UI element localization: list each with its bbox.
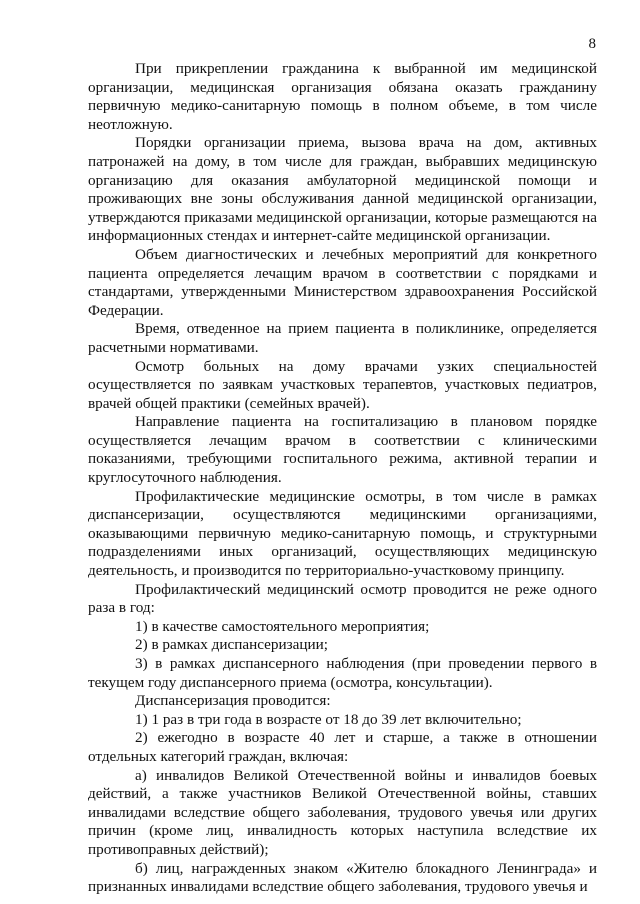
list-item-paragraph: 3) в рамках диспансерного наблюдения (при проведении первого в текущем году диспансерного приема (осмотра, консультации). [88, 655, 597, 691]
body-paragraph: Профилактический медицинский осмотр проводится не реже одного раза в год: [88, 580, 597, 617]
document-body [88, 60, 597, 897]
page-number: 8 [588, 36, 596, 52]
list-item-paragraph: 2) ежегодно в возрасте 40 лет и старше, а также в отношении отдельных категорий граждан, включая: [88, 729, 597, 765]
body-paragraph: Направление пациента на госпитализацию в плановом порядке осуществляется лечащим врачом в соответствии с клиническими показаниями, требующими госпитального режима, активной терапии и круглосуточного наблюдения. [88, 413, 597, 487]
list-item-paragraph: а) инвалидов Великой Отечественной войны и инвалидов боевых действий, а также участников Великой Отечественной войны, ставших инвалидами вследствие общего заболевания, трудового увечья или других причин (кроме лиц, инвалидность которых наступила вследствие их противоправных действий); [88, 766, 597, 858]
list-item-paragraph: 1) в качестве самостоятельного мероприятия; [135, 617, 430, 635]
body-paragraph: Диспансеризация проводится: [135, 692, 331, 710]
list-item-paragraph: б) лиц, награжденных знаком «Жителю блокадного Ленинграда» и признанных инвалидами вследствие общего заболевания, трудового увечья и [88, 859, 597, 896]
body-paragraph: При прикреплении гражданина к выбранной им медицинской организации, медицинская организация обязана оказать гражданину первичную медико-санитарную помощь в полном объеме, в том числе неотложную. [88, 60, 597, 133]
list-item-paragraph: 1) 1 раз в три года в возрасте от 18 до 39 лет включительно; [135, 710, 522, 728]
list-item-paragraph: 2) в рамках диспансеризации; [135, 636, 328, 654]
body-paragraph: Профилактические медицинские осмотры, в том числе в рамках диспансеризации, осуществляются медицинскими организациями, оказывающими первичную медико-санитарную помощь, и структурными подразделениями иных организаций, осуществляющих медицинскую деятельность, и производится по территориально-участковому принципу. [88, 487, 597, 580]
body-paragraph: Порядки организации приема, вызова врача на дом, активных патронажей на дому, в том числе для граждан, выбравших медицинскую организацию для оказания амбулаторной медицинской помощи и проживающих вне зоны обслуживания данной медицинской организации, утверждаются приказами медицинской организации, которые размещаются на информационных стендах и интернет-сайте медицинской организации. [88, 134, 597, 245]
body-paragraph: Осмотр больных на дому врачами узких специальностей осуществляется по заявкам участковых терапевтов, участковых педиатров, врачей общей практики (семейных врачей). [88, 357, 597, 412]
body-paragraph: Объем диагностических и лечебных мероприятий для конкретного пациента определяется лечащим врачом в соответствии с порядками и стандартами, утвержденными Министерством здравоохранения Российской Федерации. [88, 245, 597, 319]
body-paragraph: Время, отведенное на прием пациента в поликлинике, определяется расчетными нормативами. [88, 320, 597, 356]
